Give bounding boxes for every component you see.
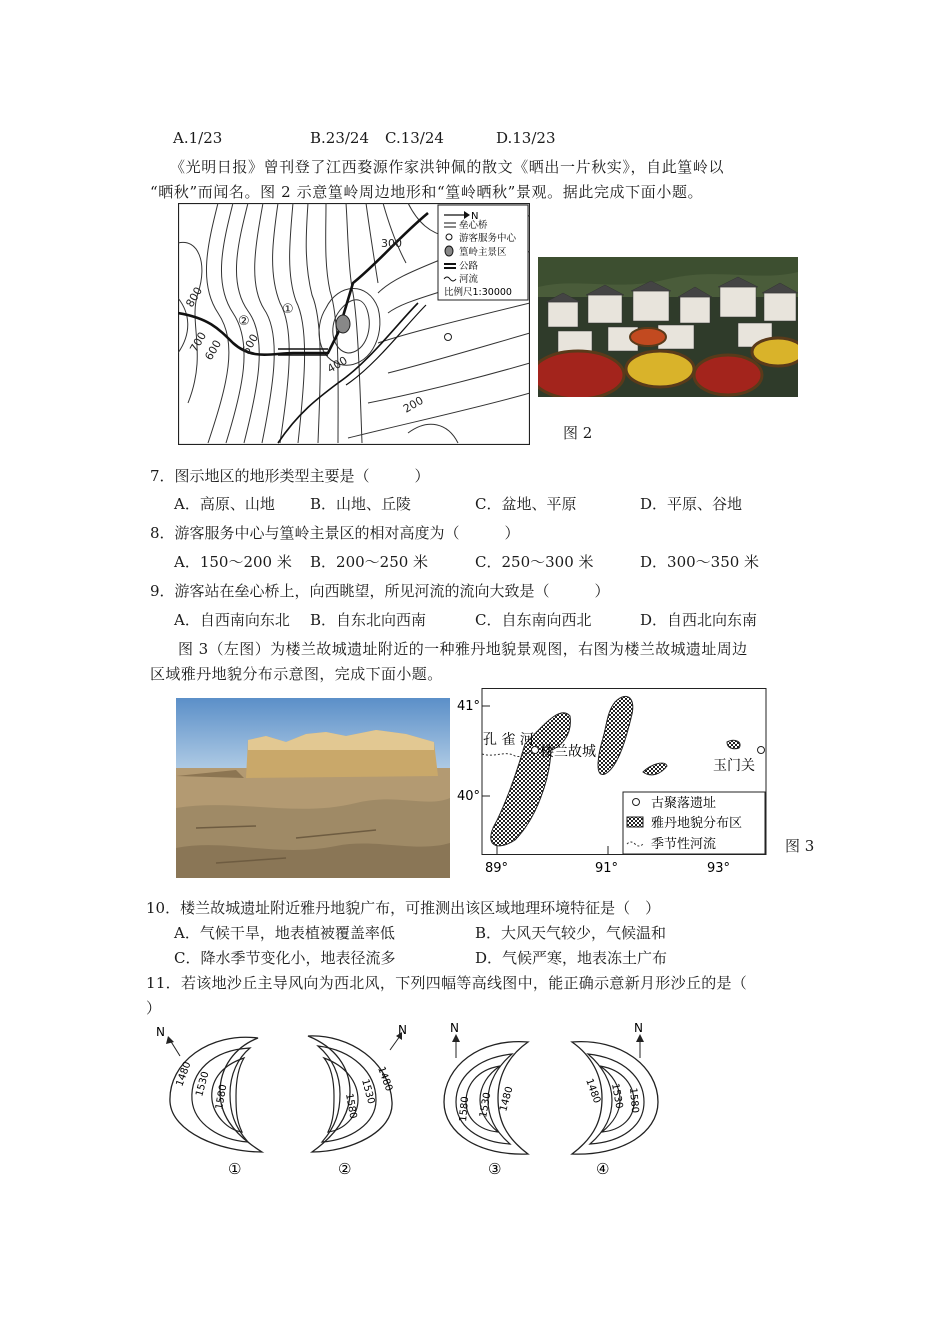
svg-text:400: 400	[325, 353, 350, 376]
svg-text:41°: 41°	[457, 699, 481, 714]
q8-option-a: A．150～200 米	[174, 553, 292, 571]
q10-option-c: C．降水季节变化小，地表径流多	[174, 949, 396, 967]
dune-diagram-3	[440, 1022, 540, 1182]
q8-option-b: B．200～250 米	[310, 553, 429, 571]
svg-text:③: ③	[488, 1160, 502, 1178]
q10-option-d: D．气候严寒，地表冻土广布	[475, 949, 668, 967]
dune-diagram-4	[568, 1022, 668, 1182]
fig2-contour-map	[178, 203, 530, 445]
q6-option-a: A.1/23	[173, 129, 223, 147]
q7-option-a: A．高原、山地	[174, 495, 275, 513]
q8-stem: 8．游客服务中心与篁岭主景区的相对高度为（ ）	[150, 524, 520, 542]
intro2-line2: 区域雅丹地貌分布示意图，完成下面小题。	[150, 665, 443, 683]
svg-text:1480: 1480	[583, 1077, 603, 1105]
q7-option-b: B．山地、丘陵	[310, 495, 412, 513]
svg-text:古聚落遗址: 古聚落遗址	[651, 796, 717, 811]
svg-text:②: ②	[338, 1160, 352, 1178]
q11-stem-line1: 11．若该地沙丘主导风向为西北风，下列四幅等高线图中，能正确示意新月形沙丘的是（	[146, 974, 748, 992]
q7-option-c: C．盆地、平原	[475, 495, 577, 513]
svg-text:1580: 1580	[627, 1087, 641, 1114]
svg-text:1580: 1580	[458, 1095, 472, 1123]
dune-diagram-2	[300, 1022, 420, 1182]
svg-text:1480: 1480	[174, 1060, 194, 1089]
dune-diagram-1	[150, 1022, 270, 1182]
fig3-distribution-map	[455, 688, 770, 878]
q9-option-c: C．自东南向西北	[475, 611, 592, 629]
intro1-line2: “晒秋”而闻名。图 2 示意篁岭周边地形和“篁岭晒秋”景观。据此完成下面小题。	[150, 183, 704, 201]
fig3-photo-yardang	[176, 698, 450, 878]
q9-option-d: D．自西北向东南	[640, 611, 758, 629]
q10-option-b: B．大风天气较少，气候温和	[475, 924, 667, 942]
scenic-area-marker	[336, 315, 350, 333]
svg-text:孔 雀 河: 孔 雀 河	[483, 732, 534, 748]
svg-text:93°: 93°	[707, 861, 731, 876]
svg-text:②: ②	[238, 314, 250, 329]
svg-text:700: 700	[187, 329, 210, 355]
q9-option-a: A．自西南向东北	[174, 611, 290, 629]
intro1-line1: 《光明日报》曾刊登了江西婺源作家洪钟佩的散文《晒出一片秋实》，自此篁岭以	[170, 158, 725, 176]
svg-text:垒心桥: 垒心桥	[459, 220, 488, 231]
svg-text:④: ④	[596, 1160, 610, 1178]
svg-text:1580: 1580	[343, 1092, 359, 1120]
svg-text:雅丹地貌分布区: 雅丹地貌分布区	[651, 816, 743, 831]
svg-text:91°: 91°	[595, 861, 619, 876]
svg-text:N: N	[471, 211, 479, 222]
svg-text:比例尺1:30000: 比例尺1:30000	[444, 287, 512, 298]
svg-text:600: 600	[202, 337, 225, 363]
q9-stem: 9．游客站在垒心桥上，向西眺望，所见河流的流向大致是（ ）	[150, 582, 610, 600]
svg-text:楼兰故城: 楼兰故城	[540, 744, 596, 760]
q6-option-c: C.13/24	[385, 129, 444, 147]
svg-text:公路: 公路	[459, 261, 479, 272]
q7-option-d: D．平原、谷地	[640, 495, 743, 513]
q9-option-b: B．自东北向西南	[310, 611, 427, 629]
fig3-label: 图 3	[785, 837, 815, 855]
svg-text:河流: 河流	[459, 274, 479, 285]
svg-text:300: 300	[381, 237, 402, 250]
svg-text:89°: 89°	[485, 861, 509, 876]
service-center-marker	[445, 334, 452, 341]
svg-text:1530: 1530	[609, 1082, 625, 1110]
svg-text:玉门关: 玉门关	[713, 758, 755, 774]
svg-text:N: N	[398, 1023, 407, 1037]
q8-option-c: C．250～300 米	[475, 553, 594, 571]
svg-text:篁岭主景区: 篁岭主景区	[459, 247, 507, 258]
svg-text:游客服务中心: 游客服务中心	[459, 233, 517, 244]
q6-option-b: B.23/24	[310, 129, 370, 147]
svg-text:1530: 1530	[478, 1091, 494, 1119]
q6-option-d: D.13/23	[496, 129, 556, 147]
svg-text:①: ①	[228, 1160, 242, 1178]
q8-option-d: D．300～350 米	[640, 553, 760, 571]
q10-stem: 10．楼兰故城遗址附近雅丹地貌广布，可推测出该区域地理环境特征是（ ）	[146, 899, 661, 917]
svg-text:1480: 1480	[498, 1085, 516, 1113]
q10-option-a: A．气候干旱，地表植被覆盖率低	[174, 924, 395, 942]
fig2-label: 图 2	[563, 424, 593, 442]
svg-text:季节性河流: 季节性河流	[651, 837, 717, 852]
svg-text:800: 800	[183, 284, 206, 310]
svg-text:①: ①	[282, 302, 294, 317]
svg-text:N: N	[156, 1025, 165, 1039]
svg-text:500: 500	[239, 331, 262, 357]
fig2-photo-village	[538, 257, 798, 397]
svg-text:N: N	[450, 1022, 459, 1035]
svg-text:200: 200	[401, 393, 426, 416]
svg-text:1580: 1580	[214, 1083, 230, 1111]
svg-text:40°: 40°	[457, 789, 481, 804]
svg-text:1530: 1530	[359, 1077, 377, 1106]
svg-text:1530: 1530	[194, 1070, 212, 1098]
q7-stem: 7．图示地区的地形类型主要是（ ）	[150, 467, 430, 485]
svg-text:N: N	[634, 1022, 643, 1035]
q11-stem-line2: ）	[146, 999, 162, 1017]
intro2-line1: 图 3（左图）为楼兰故城遗址附近的一种雅丹地貌景观图，右图为楼兰故城遗址周边	[178, 640, 748, 658]
svg-text:1480: 1480	[375, 1065, 395, 1093]
